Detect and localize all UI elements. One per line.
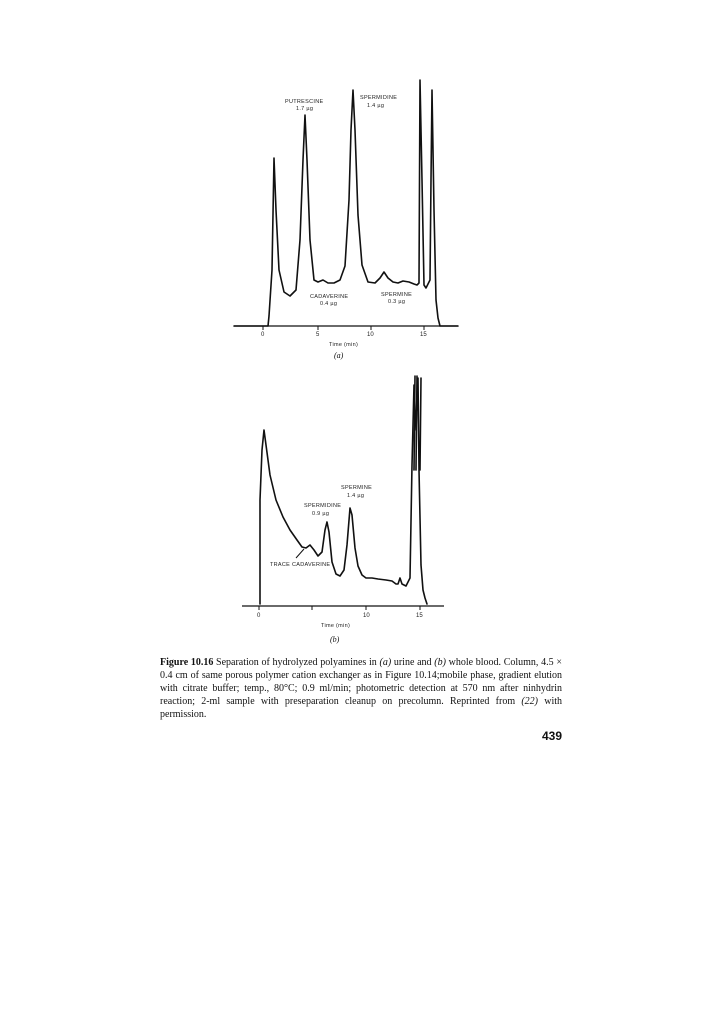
panel-label-a: (a)	[334, 351, 344, 360]
tick-label-a-5: 5	[316, 332, 320, 338]
panel-label-b: (b)	[330, 635, 340, 644]
caption-text-3: whole blood. Column, 4.5 × 0.4 cm of same porous polymer cation exchanger as in Figure 10.14;mobile phase, gradient elution with citrate buffer; temp., 80°C; 0.9 ml/min; photometric detection at 570 nm after ninhydrin reaction; 2-ml sample with preseparation cleanup on precolumn. Reprinted from	[160, 657, 562, 707]
caption-ref-b: (b)	[434, 657, 446, 668]
trace-cadaverine-pointer	[296, 549, 304, 558]
tick-label-b-10: 10	[363, 613, 370, 619]
peak-label-putrescine-name: PUTRESCINE	[285, 99, 324, 105]
caption-ref-a: (a)	[379, 657, 392, 668]
page-number: 439	[541, 729, 562, 743]
tick-label-a-15: 15	[420, 332, 427, 338]
peak-label-spermidine-amount: 1.4 µg	[367, 103, 385, 109]
tick-label-a-10: 10	[367, 332, 374, 338]
peak-label-spermidine-b-name: SPERMIDINE	[304, 503, 342, 509]
peak-label-spermidine-b-amount: 0.9 µg	[312, 511, 330, 517]
peak-label-trace-cadaverine: TRACE CADAVERINE	[270, 562, 331, 568]
peak-label-spermine-b-amount: 1.4 µg	[347, 493, 365, 499]
tick-label-b-0: 0	[257, 613, 261, 619]
peak-label-cadaverine-name: CADAVERINE	[310, 294, 349, 300]
caption-text-1: Separation of hydrolyzed polyamines in	[213, 657, 380, 668]
peak-label-spermidine-name: SPERMIDINE	[360, 95, 398, 101]
tick-label-b-15: 15	[416, 613, 423, 619]
x-axis-label-a: Time (min)	[329, 342, 359, 348]
caption-text-2: urine and	[391, 657, 435, 668]
figure-label: Figure 10.16	[160, 657, 214, 668]
peak-label-cadaverine-amount: 0.4 µg	[320, 301, 338, 307]
chromatogram-b-solvent-front	[414, 376, 421, 470]
x-axis-label-b: Time (min)	[321, 623, 351, 629]
chromatogram-b-trace	[260, 378, 427, 604]
peak-label-spermine-b-name: SPERMINE	[341, 485, 373, 491]
peak-label-spermine-amount: 0.3 µg	[388, 299, 406, 305]
peak-label-putrescine-amount: 1.7 µg	[296, 106, 314, 112]
caption-citation: (22)	[521, 696, 538, 707]
peak-label-spermine-name: SPERMINE	[381, 292, 413, 298]
figure-caption	[160, 656, 562, 721]
caption-text-4: with permission.	[160, 696, 563, 720]
tick-label-a-0: 0	[261, 332, 265, 338]
